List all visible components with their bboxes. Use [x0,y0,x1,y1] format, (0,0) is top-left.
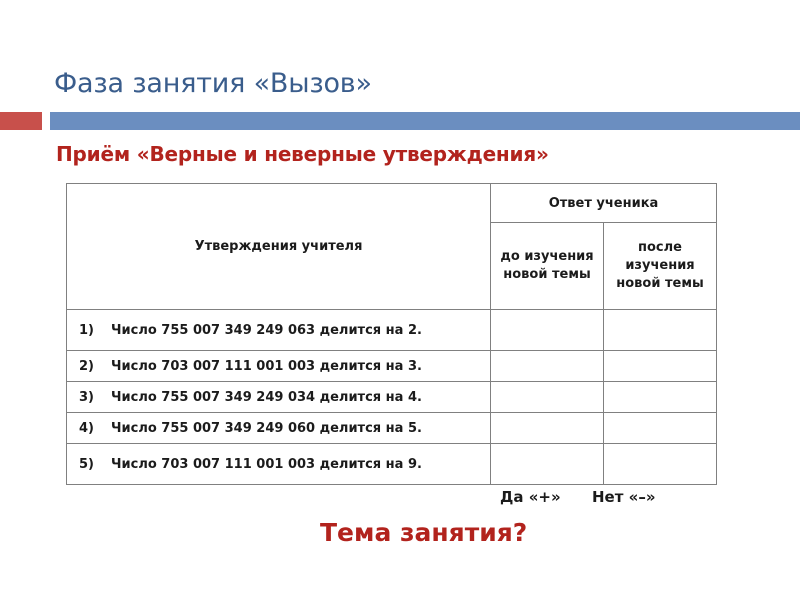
title-accent-bar-red [0,112,42,130]
statement-cell [67,444,491,485]
answer-after-cell[interactable] [604,413,717,444]
statements-table [66,183,717,485]
header-student-answer: Ответ ученика [491,184,717,223]
answer-before-cell[interactable] [491,444,604,485]
answer-before-cell[interactable] [491,310,604,351]
answer-before-cell[interactable] [491,382,604,413]
statement-cell [67,413,491,444]
legend-yes: Да «+» [500,488,561,506]
statement-text: Число 755 007 349 249 060 делится на 5. [111,420,422,436]
topic-question: Тема занятия? [320,518,528,547]
statement-number: 3) [79,389,94,405]
statement-number: 1) [79,322,94,338]
statement-cell [67,310,491,351]
table-row [67,444,717,485]
slide-title: Фаза занятия «Вызов» [54,68,372,99]
statement-text: Число 703 007 111 001 003 делится на 3. [111,358,422,374]
statement-text: Число 703 007 111 001 003 делится на 9. [111,456,422,472]
statement-text: Число 755 007 349 249 034 делится на 4. [111,389,422,405]
table-row [67,382,717,413]
table-row [67,351,717,382]
slide-subtitle: Приём «Верные и неверные утверждения» [56,142,549,166]
answer-after-cell[interactable] [604,351,717,382]
answer-before-cell[interactable] [491,413,604,444]
table-row [67,413,717,444]
title-accent-bar-blue [50,112,800,130]
statement-number: 4) [79,420,94,436]
table-row [67,310,717,351]
statement-text: Число 755 007 349 249 063 делится на 2. [111,322,422,338]
answer-after-cell[interactable] [604,382,717,413]
statement-number: 2) [79,358,94,374]
answer-before-cell[interactable] [491,351,604,382]
legend-no: Нет «–» [592,488,656,506]
statement-number: 5) [79,456,94,472]
statement-cell [67,351,491,382]
header-after-topic: после изучения новой темы [604,223,717,310]
answer-after-cell[interactable] [604,310,717,351]
answer-after-cell[interactable] [604,444,717,485]
header-before-topic: до изучения новой темы [491,223,604,310]
statement-cell [67,382,491,413]
header-teacher-statements: Утверждения учителя [67,184,491,310]
